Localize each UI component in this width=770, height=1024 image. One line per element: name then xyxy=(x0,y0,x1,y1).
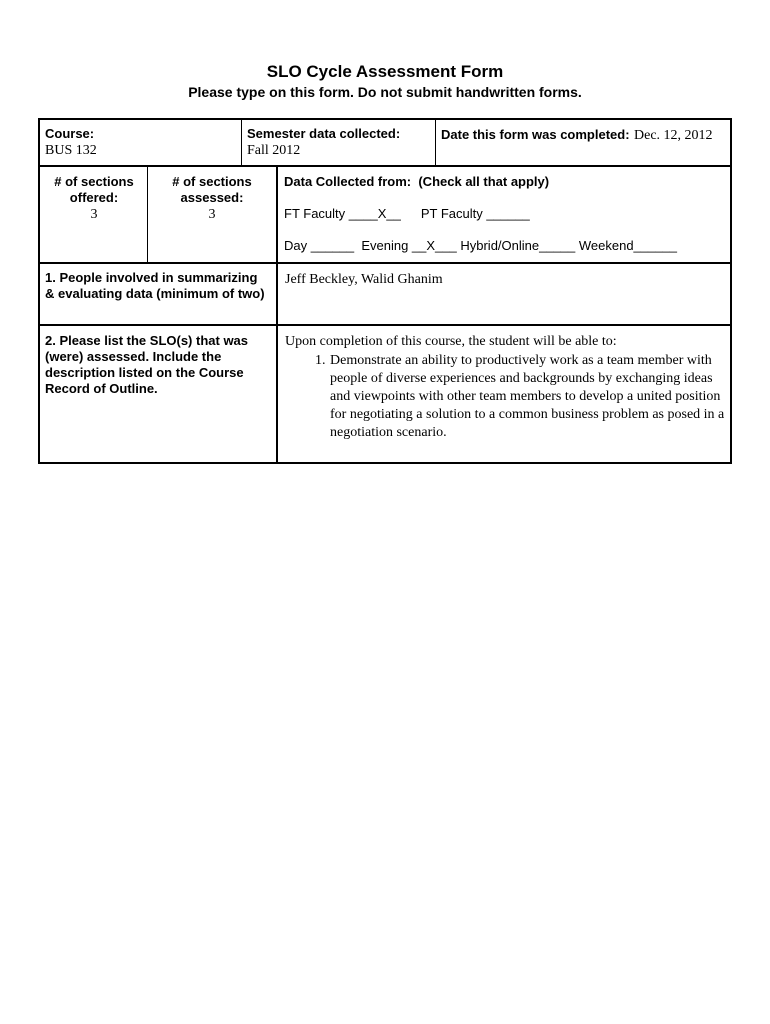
page-subtitle: Please type on this form. Do not submit handwritten forms. xyxy=(188,84,582,100)
data-collected-cell xyxy=(284,174,724,254)
row-divider xyxy=(40,324,730,326)
slo-item: 1. Demonstrate an ability to productively work as a team member with people of diverse experiences and backgrounds by exchanging ideas and viewpoints with other team members to develop a united position for negotiating a solution to a common business problem as posed in a negotiation scenario. xyxy=(329,352,725,442)
course-label: Course: xyxy=(45,126,95,141)
row-divider xyxy=(40,165,730,167)
column-divider xyxy=(147,166,148,263)
sections-offered-value: 3 xyxy=(90,207,98,222)
column-divider xyxy=(241,120,242,166)
slo-content xyxy=(285,333,725,442)
sections-assessed-value: 3 xyxy=(208,207,216,222)
course-cell xyxy=(45,126,237,159)
semester-cell xyxy=(247,126,433,159)
people-involved-value: Jeff Beckley, Walid Ghanim xyxy=(285,272,443,287)
slo-list xyxy=(285,352,725,442)
ft-faculty-text: FT Faculty ____X__ xyxy=(284,206,401,221)
slo-intro: Upon completion of this course, the student will be able to: xyxy=(285,334,617,349)
slo-label: 2. Please list the SLO(s) that was (were) assessed. Include the description listed on the Course Record of Outline. xyxy=(45,333,249,396)
assessment-form-table xyxy=(38,118,732,464)
data-collected-label: Data Collected from: (Check all that apply) xyxy=(284,174,550,189)
pt-faculty-text: PT Faculty ______ xyxy=(420,206,530,221)
date-cell xyxy=(441,126,725,144)
page-title: SLO Cycle Assessment Form xyxy=(266,62,504,81)
row-divider xyxy=(40,262,730,264)
sections-offered-cell xyxy=(44,174,144,223)
sections-assessed-label: # of sections assessed: xyxy=(172,174,252,205)
date-label: Date this form was completed: xyxy=(441,127,630,142)
column-divider xyxy=(276,166,278,462)
people-involved-label: 1. People involved in summarizing & evaluating data (minimum of two) xyxy=(45,270,265,301)
date-value: Dec. 12, 2012 xyxy=(634,128,713,143)
column-divider xyxy=(435,120,436,166)
sections-assessed-cell xyxy=(156,174,268,223)
faculty-line xyxy=(284,206,724,222)
schedule-line: Day ______ Evening __X___ Hybrid/Online_____ Weekend______ xyxy=(284,238,677,253)
course-value: BUS 132 xyxy=(45,143,97,158)
semester-value: Fall 2012 xyxy=(247,143,301,158)
semester-label: Semester data collected: xyxy=(247,126,401,141)
sections-offered-label: # of sections offered: xyxy=(54,174,134,205)
